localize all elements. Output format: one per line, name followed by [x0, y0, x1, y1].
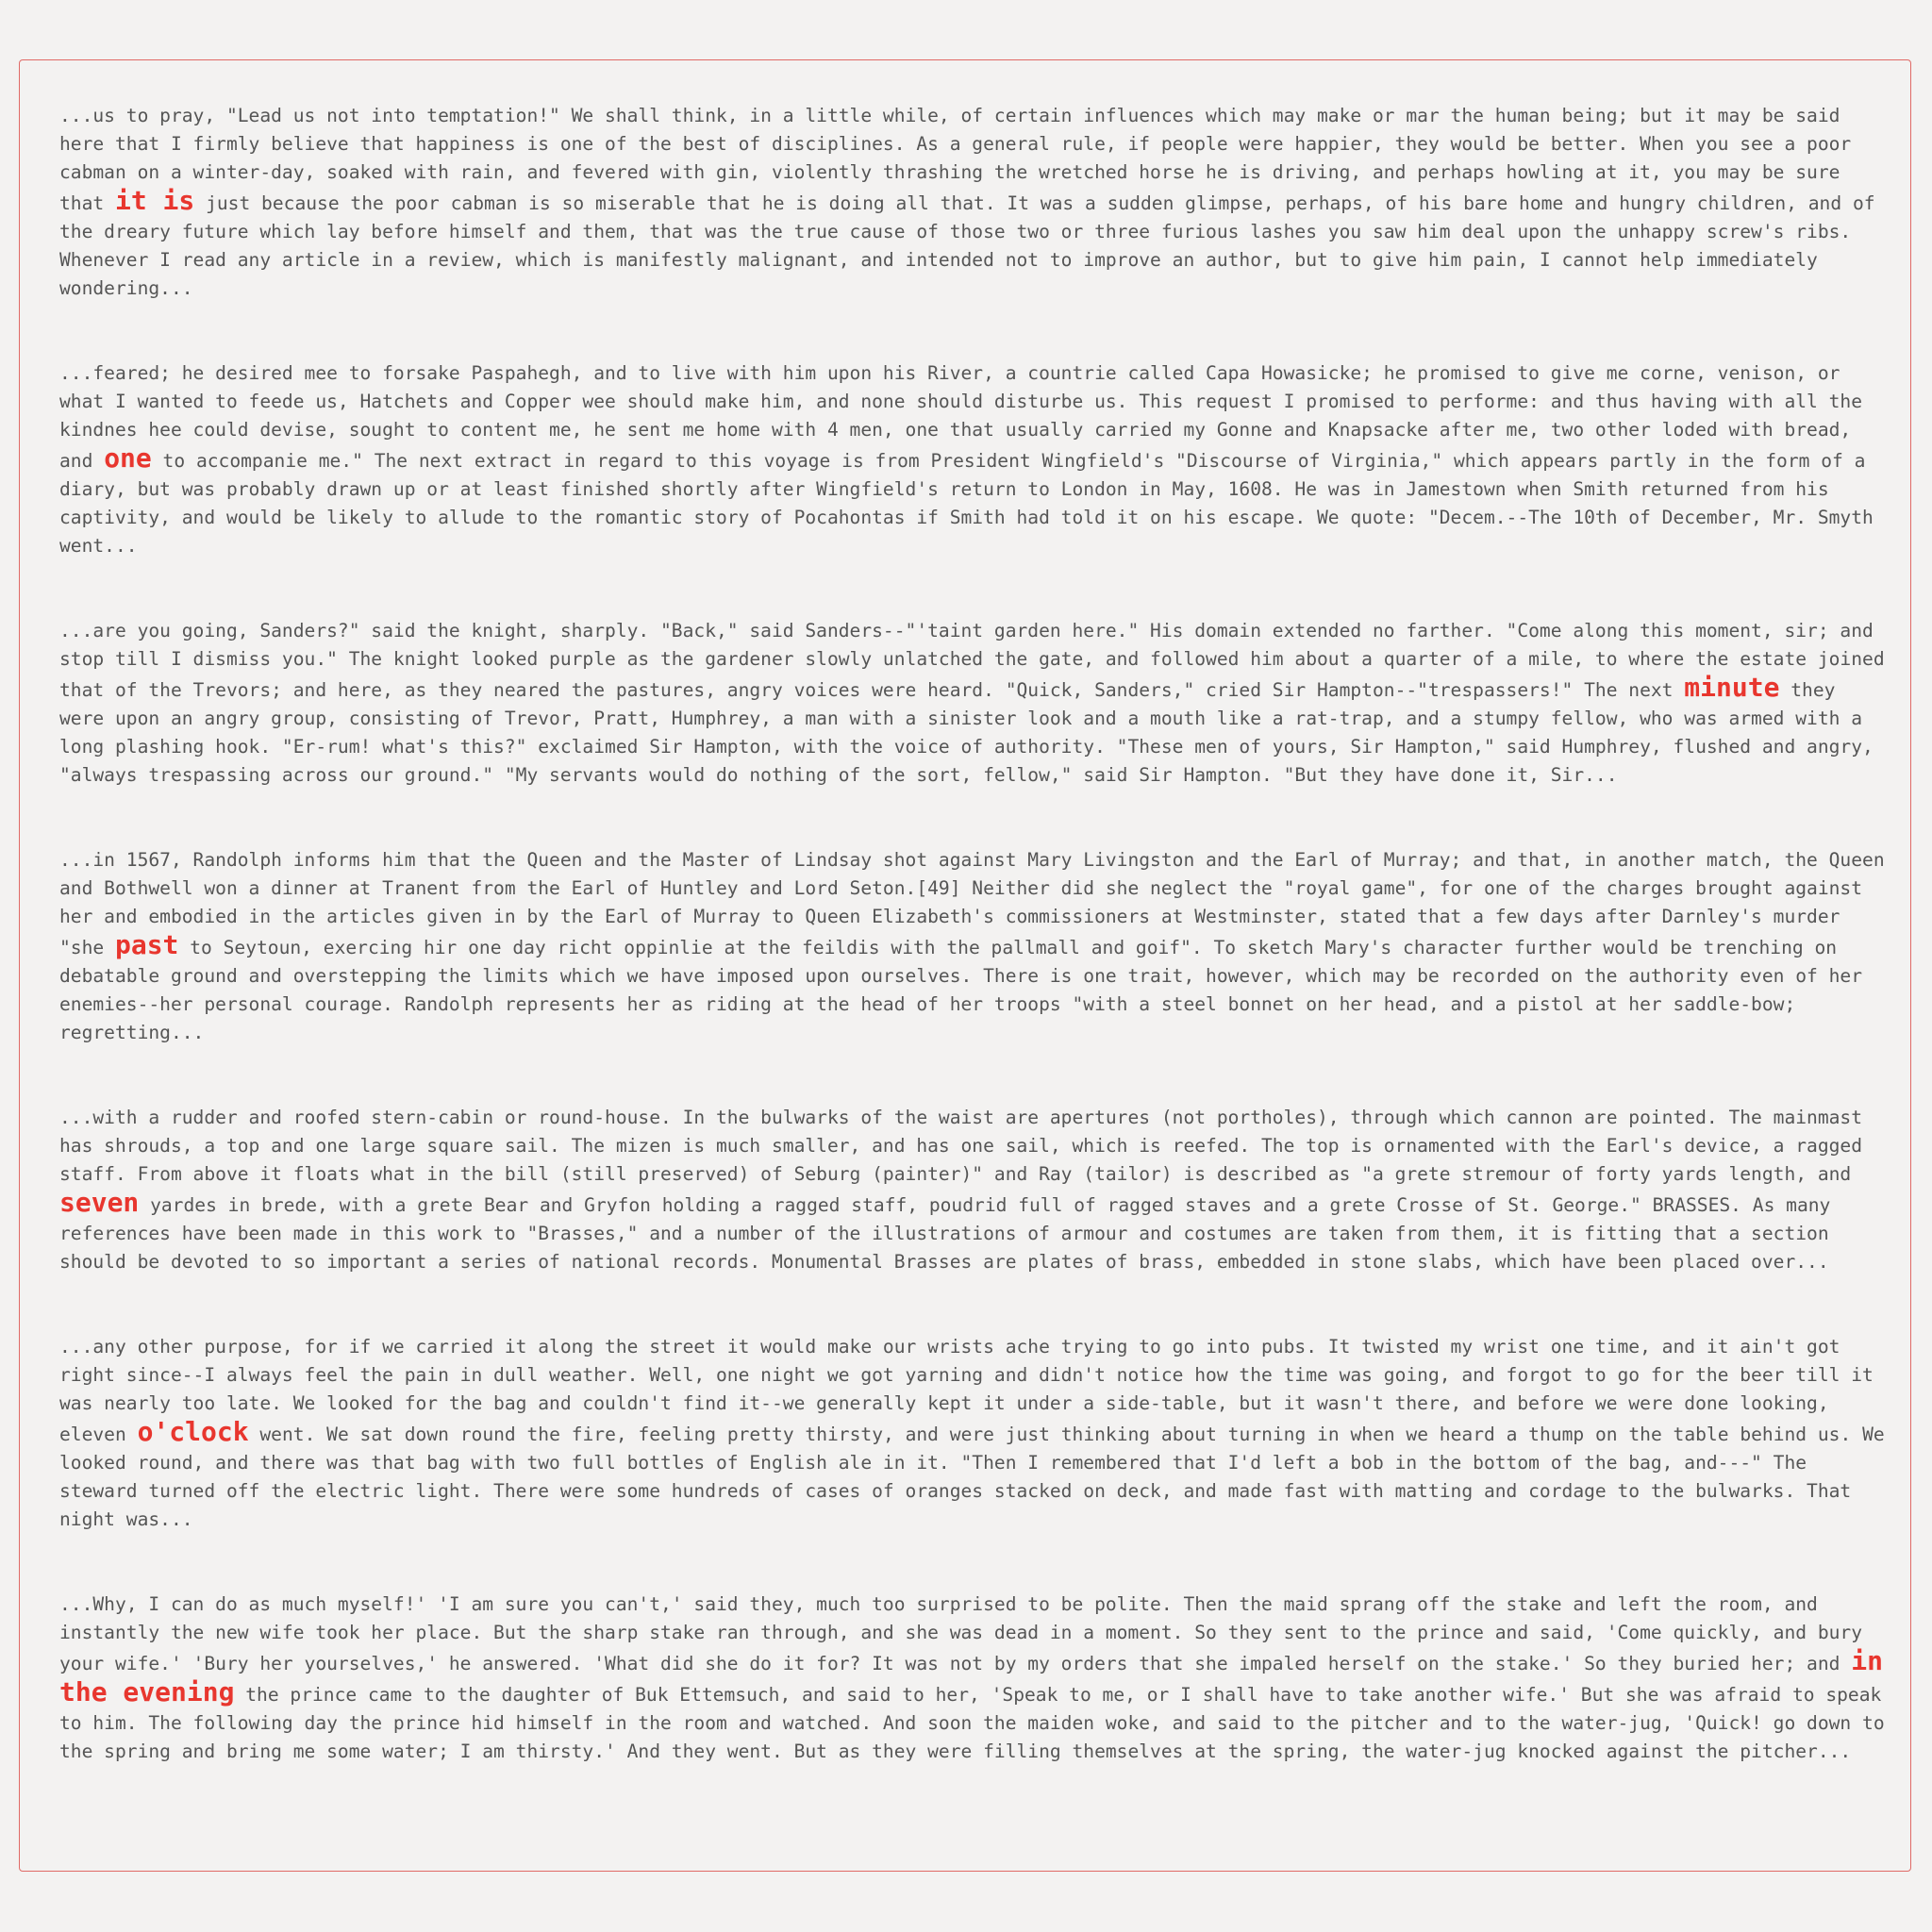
passage-text-after: just because the poor cabman is so miserable that he is doing all that. It was a sudden glimpse, perhaps, of his bare home and hungry children, and of the dreary future which lay before himself and them, that was the true cause of those two or three furious lashes you saw him deal upon the unhappy screw's ribs. Whenever I read any article in a review, which is manifestly malignant, and intended not to improve an author, but to give him pain, I cannot help immediately wondering... — [59, 192, 1875, 299]
passage-2 — [59, 359, 1890, 560]
passage-text-before: ...Why, I can do as much myself!' 'I am sure you can't,' said they, much too surprised to be polite. Then the maid sprang off the stake and left the room, and instantly the new wife took her place. But the sharp stake ran through, and she was dead in a moment. So they sent to the prince and said, 'Come quickly, and bury your wife.' 'Bury her yourselves,' he answered. 'What did she do it for? It was not by my orders that she impaled herself on the stake.' So they buried her; and — [59, 1593, 1863, 1674]
passage-text-after: the prince came to the daughter of Buk Ettemsuch, and said to her, 'Speak to me, or I shall have to take another wife.' But she was afraid to speak to him. The following day the prince hid himself in the room and watched. And soon the maiden woke, and said to the pitcher and to the water-jug, 'Quick! go down to the spring and bring me some water; I am thirsty.' And they went. But as they were filling themselves at the spring, the water-jug knocked against the pitcher... — [59, 1684, 1885, 1762]
passage-text-before: ...feared; he desired mee to forsake Paspahegh, and to live with him upon his River, a countrie called Capa Howasicke; he promised to give me corne, venison, or what I wanted to feede us, Hatchets and Copper wee should make him, and none should disturbe us. This request I promised to performe: and thus having with all the kindnes hee could devise, sought to content me, he sent me home with 4 men, one that usually carried my Gonne and Knapsacke after me, two other loded with bread, and — [59, 362, 1863, 472]
highlighted-phrase: past — [114, 929, 179, 960]
passage-list — [59, 102, 1890, 1823]
passage-text-before: ...are you going, Sanders?" said the knight, sharply. "Back," said Sanders--"'taint garden here." His domain extended no farther. "Come along this moment, sir; and stop till I dismiss you." The knight looked purple as the gardener slowly unlatched the gate, and followed him about a quarter of a mile, to where the estate joined that of the Trevors; and here, as they neared the pastures, angry voices were heard. "Quick, Sanders," cried Sir Hampton--"trespassers!" The next — [59, 620, 1885, 701]
passage-text-before: ...in 1567, Randolph informs him that the Queen and the Master of Lindsay shot against Mary Livingston and the Earl of Murray; and that, in another match, the Queen and Bothwell won a dinner at Tranent from the Earl of Huntley and Lord Seton.[49] Neither did she neglect the "royal game", for one of the charges brought against her and embodied in the articles given in by the Earl of Murray to Queen Elizabeth's commissioners at Westminster, stated that a few days after Darnley's murder "she — [59, 849, 1885, 958]
passage-text-after: to accompanie me." The next extract in regard to this voyage is from President Wingfield's "Discourse of Virginia," which appears partly in the form of a diary, but was probably drawn up or at least finished shortly after Wingfield's return to London in May, 1608. He was in Jamestown when Smith returned from his captivity, and would be likely to allude to the romantic story of Pocahontas if Smith had told it on his escape. We quote: "Decem.--The 10th of December, Mr. Smyth went... — [59, 450, 1874, 557]
passage-1 — [59, 102, 1890, 303]
passage-text-after: to Seytoun, exercing hir one day richt oppinlie at the feildis with the pallmall and goif". To sketch Mary's character further would be trenching on debatable ground and overstepping the limits which we have imposed upon ourselves. There is one trait, however, which may be recorded on the authority even of her enemies--her personal courage. Randolph represents her as riding at the head of her troops "with a steel bonnet on her head, and a pistol at her saddle-bow; regretting... — [59, 937, 1863, 1043]
highlighted-phrase: o'clock — [137, 1416, 249, 1447]
passage-text-after: went. We sat down round the fire, feeling pretty thirsty, and were just thinking about turning in when we heard a thump on the table behind us. We looked round, and there was that bag with two full bottles of English ale in it. "Then I remembered that I'd left a bob in the bottom of the bag, and---" The steward turned off the electric light. There were some hundreds of cases of oranges stacked on deck, and made fast with matting and cordage to the bulwarks. That night was... — [59, 1424, 1885, 1530]
passage-7 — [59, 1591, 1890, 1766]
passage-text-before: ...with a rudder and roofed stern-cabin or round-house. In the bulwarks of the waist are apertures (not portholes), through which cannon are pointed. The mainmast has shrouds, a top and one large square sail. The mizen is much smaller, and has one sail, which is reefed. The top is ornamented with the Earl's device, a ragged staff. From above it floats what in the bill (still preserved) of Seburg (painter)" and Ray (tailor) is described as "a grete stremour of forty yards length, and — [59, 1107, 1863, 1185]
passage-text-before: ...us to pray, "Lead us not into temptation!" We shall think, in a little while, of certain influences which may make or mar the human being; but it may be said here that I firmly believe that happiness is one of the best of disciplines. As a general rule, if people were happier, they would be better. When you see a poor cabman on a winter-day, soaked with rain, and fevered with gin, violently thrashing the wretched horse he is driving, and perhaps howling at it, you may be sure that — [59, 105, 1852, 214]
passage-text-after: they were upon an angry group, consisting of Trevor, Pratt, Humphrey, a man with a sinister look and a mouth like a rat-trap, and a stumpy fellow, who was armed with a long plashing hook. "Er-rum! what's this?" exclaimed Sir Hampton, with the voice of authority. "These men of yours, Sir Hampton," said Humphrey, flushed and angry, "always trespassing across our ground." "My servants would do nothing of the sort, fellow," said Sir Hampton. "But they have done it, Sir... — [59, 679, 1874, 786]
passage-6 — [59, 1333, 1890, 1534]
highlighted-phrase: one — [104, 442, 152, 474]
passage-4 — [59, 846, 1890, 1047]
passage-5 — [59, 1104, 1890, 1276]
highlighted-phrase: it is — [114, 185, 195, 216]
highlighted-phrase: in the evening — [59, 1645, 1883, 1707]
highlighted-phrase: seven — [59, 1187, 140, 1218]
passage-text-after: yardes in brede, with a grete Bear and Gryfon holding a ragged staff, poudrid full of ragged staves and a grete Crosse of St. George." BRASSES. As many references have been made in this work to "Brasses," and a number of the illustrations of armour and costumes are taken from them, it is fitting that a section should be devoted to so important a series of national records. Monumental Brasses are plates of brass, embedded in stone slabs, which have been placed over... — [59, 1194, 1831, 1273]
passage-text-before: ...any other purpose, for if we carried it along the street it would make our wrists ache trying to go into pubs. It twisted my wrist one time, and it ain't got right since--I always feel the pain in dull weather. Well, one night we got yarning and didn't notice how the time was going, and forgot to go for the beer till it was nearly too late. We looked for the bag and couldn't find it--we generally kept it under a side-table, but it wasn't there, and before we were done looking, eleven — [59, 1336, 1874, 1445]
passage-3 — [59, 617, 1890, 790]
highlighted-phrase: minute — [1684, 672, 1780, 703]
